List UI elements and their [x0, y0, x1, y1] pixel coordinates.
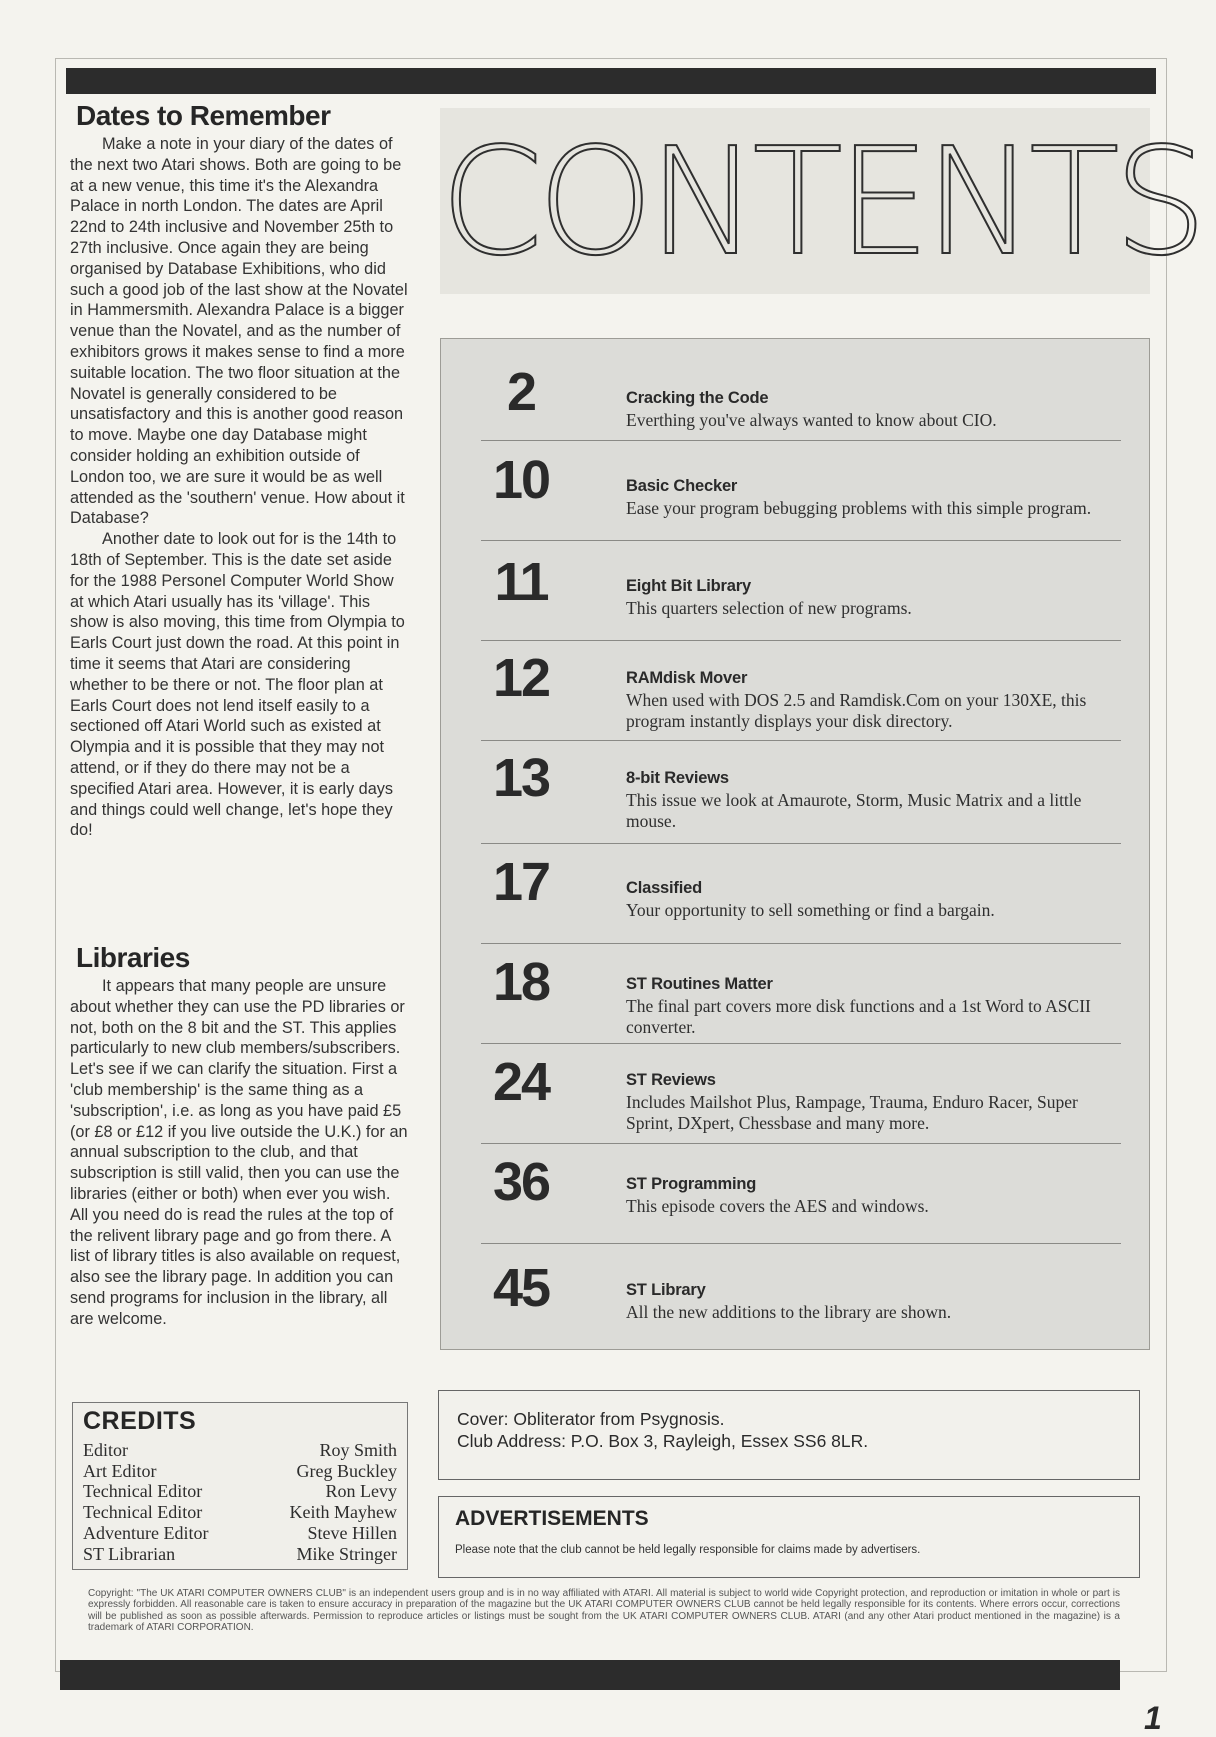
credit-name: Roy Smith: [319, 1440, 397, 1460]
credit-row: [73, 1544, 407, 1565]
page-number: 1: [1144, 1700, 1162, 1736]
toc-title: ST Routines Matter: [626, 975, 773, 993]
toc-description: When used with DOS 2.5 and Ramdisk.Com on your 130XE, this program instantly displays your disk directory.: [626, 690, 1087, 731]
credit-row: [73, 1461, 407, 1482]
toc-divider: [481, 540, 1121, 541]
toc-title: ST Programming: [626, 1175, 757, 1193]
toc-page-number: 45: [492, 1258, 550, 1318]
toc-description: This issue we look at Amaurote, Storm, Music Matrix and a little mouse.: [626, 790, 1082, 831]
toc-page-number: 12: [492, 648, 550, 708]
toc-divider: [481, 440, 1121, 441]
toc-title: RAMdisk Mover: [626, 669, 748, 687]
credit-role: Technical Editor: [83, 1502, 203, 1523]
cover-info-box: [438, 1390, 1140, 1480]
credit-role: ST Librarian: [83, 1543, 176, 1564]
contents-heading: CONTENTS: [440, 116, 1202, 288]
toc-divider: [481, 943, 1121, 944]
toc-description: This episode covers the AES and windows.: [626, 1196, 929, 1216]
toc-page-number: 11: [494, 552, 548, 612]
credit-row: [73, 1481, 407, 1502]
toc-description: Ease your program bebugging problems with this simple program.: [626, 498, 1092, 518]
toc-title: ST Reviews: [626, 1071, 716, 1089]
toc-page-number: 10: [492, 450, 550, 510]
dates-body: [70, 134, 410, 934]
toc-page-number: 24: [492, 1052, 550, 1112]
toc-description: Your opportunity to sell something or find a bargain.: [626, 900, 995, 920]
toc-divider: [481, 843, 1121, 844]
dates-paragraph: Another date to look out for is the 14th to 18th of September. This is the date set aside for the 1988 Personel Computer World Show at which Atari usually has its 'village'. This show is also moving, this time from Olympia to Earls Court just down the road. At this point in time it seems that Atari are considering whether to be there or not. The floor plan at Earls Court does not lend itself easily to a sectioned off Atari World such as existed at Olympia and it is possible that they may not attend, or if they do there may not be a specified Atari area. However, it is early days and things could well change, let's hope they do!: [70, 530, 405, 840]
credits-box: [72, 1402, 408, 1570]
toc-description: The final part covers more disk functions and a 1st Word to ASCII converter.: [626, 996, 1091, 1037]
credit-row: [73, 1440, 407, 1461]
toc-page-number: 13: [492, 748, 550, 808]
credit-name: Ron Levy: [325, 1481, 397, 1502]
advertisements-box: [438, 1496, 1140, 1578]
top-rule: [66, 68, 1156, 94]
libraries-paragraph: It appears that many people are unsure about whether they can use the PD libraries or not, both on the 8 bit and the ST. This applies particularly to new club members/subscribers. Let's see if we can clarify the situation. First a 'club membership' is the same thing as a 'subscription', i.e. as long as you have paid £5 (or £8 or £12 if you live outside the U.K.) for an annual subscription to the club, and that subscription is still valid, then you can use the libraries (either or both) when ever you wish. All you need do is read the rules at the top of the relivent library page and go from there. A list of library titles is also available on request, also see the library page. In addition you can send programs for inclusion in the library, all are welcome.: [70, 977, 408, 1328]
dates-paragraph: Make a note in your diary of the dates of the next two Atari shows. Both are going to be at a new venue, this time it's the Alexandra Palace in north London. The dates are April 22nd to 24th inclusive and November 25th to 27th inclusive. Once again they are being organised by Database Exhibitions, who did such a good job of the last show at the Novatel in Hammersmith. Alexandra Palace is a bigger venue than the Novatel, and as the number of exhibitors grows it makes sense to find a more suitable location. The two floor situation at the Novatel is generally considered to be unsatisfactory and this is another good reason to move. Maybe one day Database might consider holding an exhibition outside of London too, we are sure it would be as well attended as the 'southern' venue. How about it Database?: [70, 135, 408, 528]
toc-page-number: 2: [506, 362, 536, 422]
credit-name: Mike Stringer: [296, 1543, 397, 1564]
advertisements-title: ADVERTISEMENTS: [455, 1507, 649, 1530]
toc-page-number: 18: [492, 952, 550, 1012]
bottom-rule: [60, 1660, 1120, 1690]
toc-description: This quarters selection of new programs.: [626, 598, 912, 618]
cover-credit: Cover: Obliterator from Psygnosis.: [457, 1409, 725, 1429]
club-address: Club Address: P.O. Box 3, Rayleigh, Essex SS6 8LR.: [457, 1431, 869, 1451]
libraries-heading: Libraries: [76, 942, 190, 973]
toc-title: Classified: [626, 879, 702, 897]
toc-divider: [481, 1243, 1121, 1244]
credit-name: Keith Mayhew: [289, 1502, 397, 1523]
dates-heading: Dates to Remember: [76, 100, 331, 131]
credit-role: Technical Editor: [83, 1481, 203, 1502]
credit-row: [73, 1523, 407, 1544]
credit-role: Editor: [83, 1440, 128, 1460]
toc-title: Eight Bit Library: [626, 577, 751, 595]
libraries-body: [70, 976, 410, 1330]
toc-divider: [481, 1143, 1121, 1144]
credit-name: Steve Hillen: [307, 1522, 397, 1543]
copyright-notice: Copyright: "The UK ATARI COMPUTER OWNERS CLUB" is an independent users group and is in no way affiliated with ATARI. All material is subject to world wide Copyright protection, and reproduction or imitation in whole or part is expressly forbidden. All reasonable care is taken to ensure accuracy in preparation of the magazine but the UK ATARI COMPUTER OWNERS CLUB cannot be held legally responsible for its contents. Where errors occur, corrections will be published as soon as possible afterwards. Permission to reproduce articles or listings must be sought from the UK ATARI COMPUTER OWNERS CLUB. ATARI (and any other Atari product mentioned in the magazine) is a trademark of ATARI CORPORATION.: [88, 1588, 1120, 1634]
toc-description: Includes Mailshot Plus, Rampage, Trauma, Enduro Racer, Super Sprint, DXpert, Chessbase and many more.: [626, 1092, 1078, 1133]
toc-page-number: 17: [492, 852, 550, 912]
toc-title: Cracking the Code: [626, 389, 769, 407]
left-column: [70, 100, 410, 1330]
toc-description: Everthing you've always wanted to know about CIO.: [626, 410, 997, 430]
credit-row: [73, 1502, 407, 1523]
toc-divider: [481, 640, 1121, 641]
toc-description: All the new additions to the library are shown.: [626, 1302, 952, 1322]
credit-name: Greg Buckley: [296, 1460, 397, 1481]
toc-page-number: 36: [492, 1152, 550, 1212]
toc-title: ST Library: [626, 1281, 706, 1299]
contents-table: [440, 338, 1150, 1350]
credit-role: Adventure Editor: [83, 1522, 209, 1543]
credit-role: Art Editor: [83, 1460, 157, 1481]
toc-divider: [481, 740, 1121, 741]
toc-title: Basic Checker: [626, 477, 738, 495]
toc-divider: [481, 1043, 1121, 1044]
advertisements-disclaimer: Please note that the club cannot be held legally responsible for claims made by advertisers.: [455, 1544, 921, 1556]
credits-title: CREDITS: [83, 1407, 197, 1435]
toc-title: 8-bit Reviews: [626, 769, 729, 787]
